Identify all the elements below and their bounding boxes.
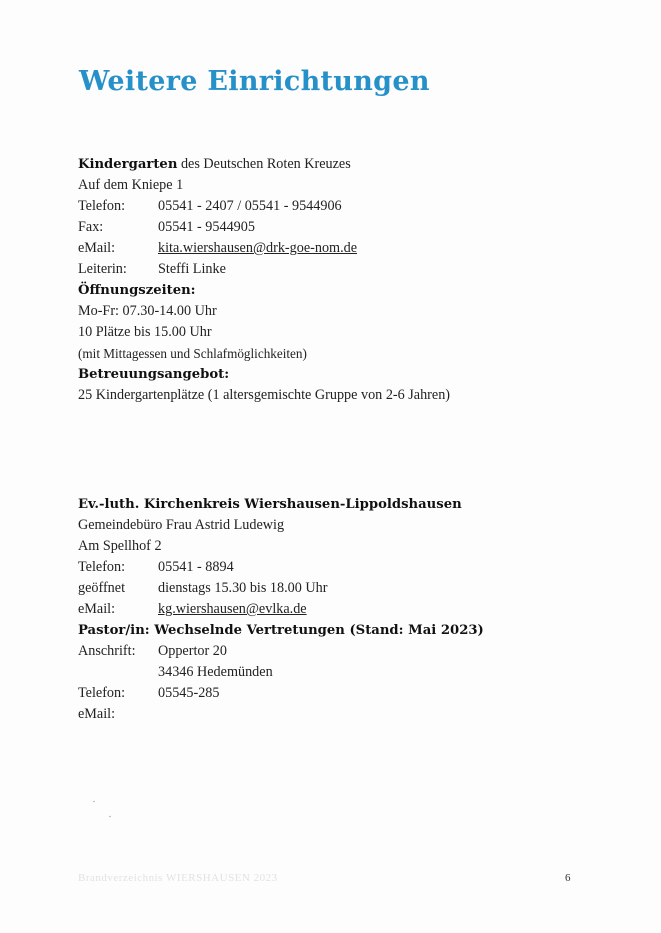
care-offer-text: 25 Kindergartenplätze (1 altersgemischte Gruppe von 2-6 Jahren) xyxy=(78,387,451,403)
scan-speck xyxy=(93,801,95,803)
church-email-row xyxy=(78,599,484,620)
phone-value: 05541 - 8894 xyxy=(158,559,234,575)
open-label: geöffnet xyxy=(78,580,126,596)
pastor-city-row xyxy=(78,662,484,683)
open-value: dienstags 15.30 bis 18.00 Uhr xyxy=(158,580,328,596)
kindergarten-email-row xyxy=(78,238,450,259)
fax-label: Fax: xyxy=(78,219,104,235)
fax-value: 05541 - 9544905 xyxy=(158,219,255,235)
pastor-address-row xyxy=(78,641,484,662)
kindergarten-address: Auf dem Kniepe 1 xyxy=(78,177,184,193)
kindergarten-email-link[interactable]: kita.wiershausen@drk-goe-nom.de xyxy=(158,240,358,256)
email-label: eMail: xyxy=(78,240,116,256)
leader-label: Leiterin: xyxy=(78,261,127,277)
kindergarten-name-suffix: des Deutschen Roten Kreuzes xyxy=(177,156,351,172)
kindergarten-fax-row xyxy=(78,217,450,238)
scan-speck xyxy=(109,816,111,818)
church-email-link[interactable]: kg.wiershausen@evlka.de xyxy=(158,601,307,617)
leader-value: Steffi Linke xyxy=(158,261,226,277)
city-label xyxy=(78,662,158,683)
phone-label: Telefon: xyxy=(78,559,126,575)
phone-value: 05545-285 xyxy=(158,685,220,701)
pastor-heading: Pastor/in: Wechselnde Vertretungen (Stand: Mai 2023) xyxy=(78,623,484,638)
page-number: 6 xyxy=(565,872,571,884)
kindergarten-phone-row xyxy=(78,196,450,217)
church-section xyxy=(78,494,484,725)
phone-label: Telefon: xyxy=(78,685,126,701)
kindergarten-section xyxy=(78,154,450,406)
city-value: 34346 Hedemünden xyxy=(158,664,273,680)
church-open-row xyxy=(78,578,484,599)
page-title: Weitere Einrichtungen xyxy=(79,66,430,97)
church-address: Am Spellhof 2 xyxy=(78,538,162,554)
address-value: Oppertor 20 xyxy=(158,643,227,659)
opening-hours-line: 10 Plätze bis 15.00 Uhr xyxy=(78,324,212,340)
address-label: Anschrift: xyxy=(78,643,136,659)
footer-faint-text: Brandverzeichnis WIERSHAUSEN 2023 xyxy=(78,872,278,884)
church-office: Gemeindebüro Frau Astrid Ludewig xyxy=(78,517,285,533)
pastor-phone-row xyxy=(78,683,484,704)
opening-hours-heading: Öffnungszeiten: xyxy=(78,283,196,298)
phone-value: 05541 - 2407 / 05541 - 9544906 xyxy=(158,198,342,214)
kindergarten-heading xyxy=(78,154,450,175)
pastor-email-row xyxy=(78,704,484,725)
email-label: eMail: xyxy=(78,706,116,722)
phone-label: Telefon: xyxy=(78,198,126,214)
kindergarten-leader-row xyxy=(78,259,450,280)
church-phone-row xyxy=(78,557,484,578)
email-label: eMail: xyxy=(78,601,116,617)
care-offer-heading: Betreuungsangebot: xyxy=(78,367,230,382)
kindergarten-name: Kindergarten xyxy=(78,157,178,172)
opening-hours-note: (mit Mittagessen und Schlafmöglichkeiten) xyxy=(78,346,307,361)
church-heading: Ev.-luth. Kirchenkreis Wiershausen-Lippoldshausen xyxy=(78,497,462,512)
opening-hours-line: Mo-Fr: 07.30-14.00 Uhr xyxy=(78,303,217,319)
